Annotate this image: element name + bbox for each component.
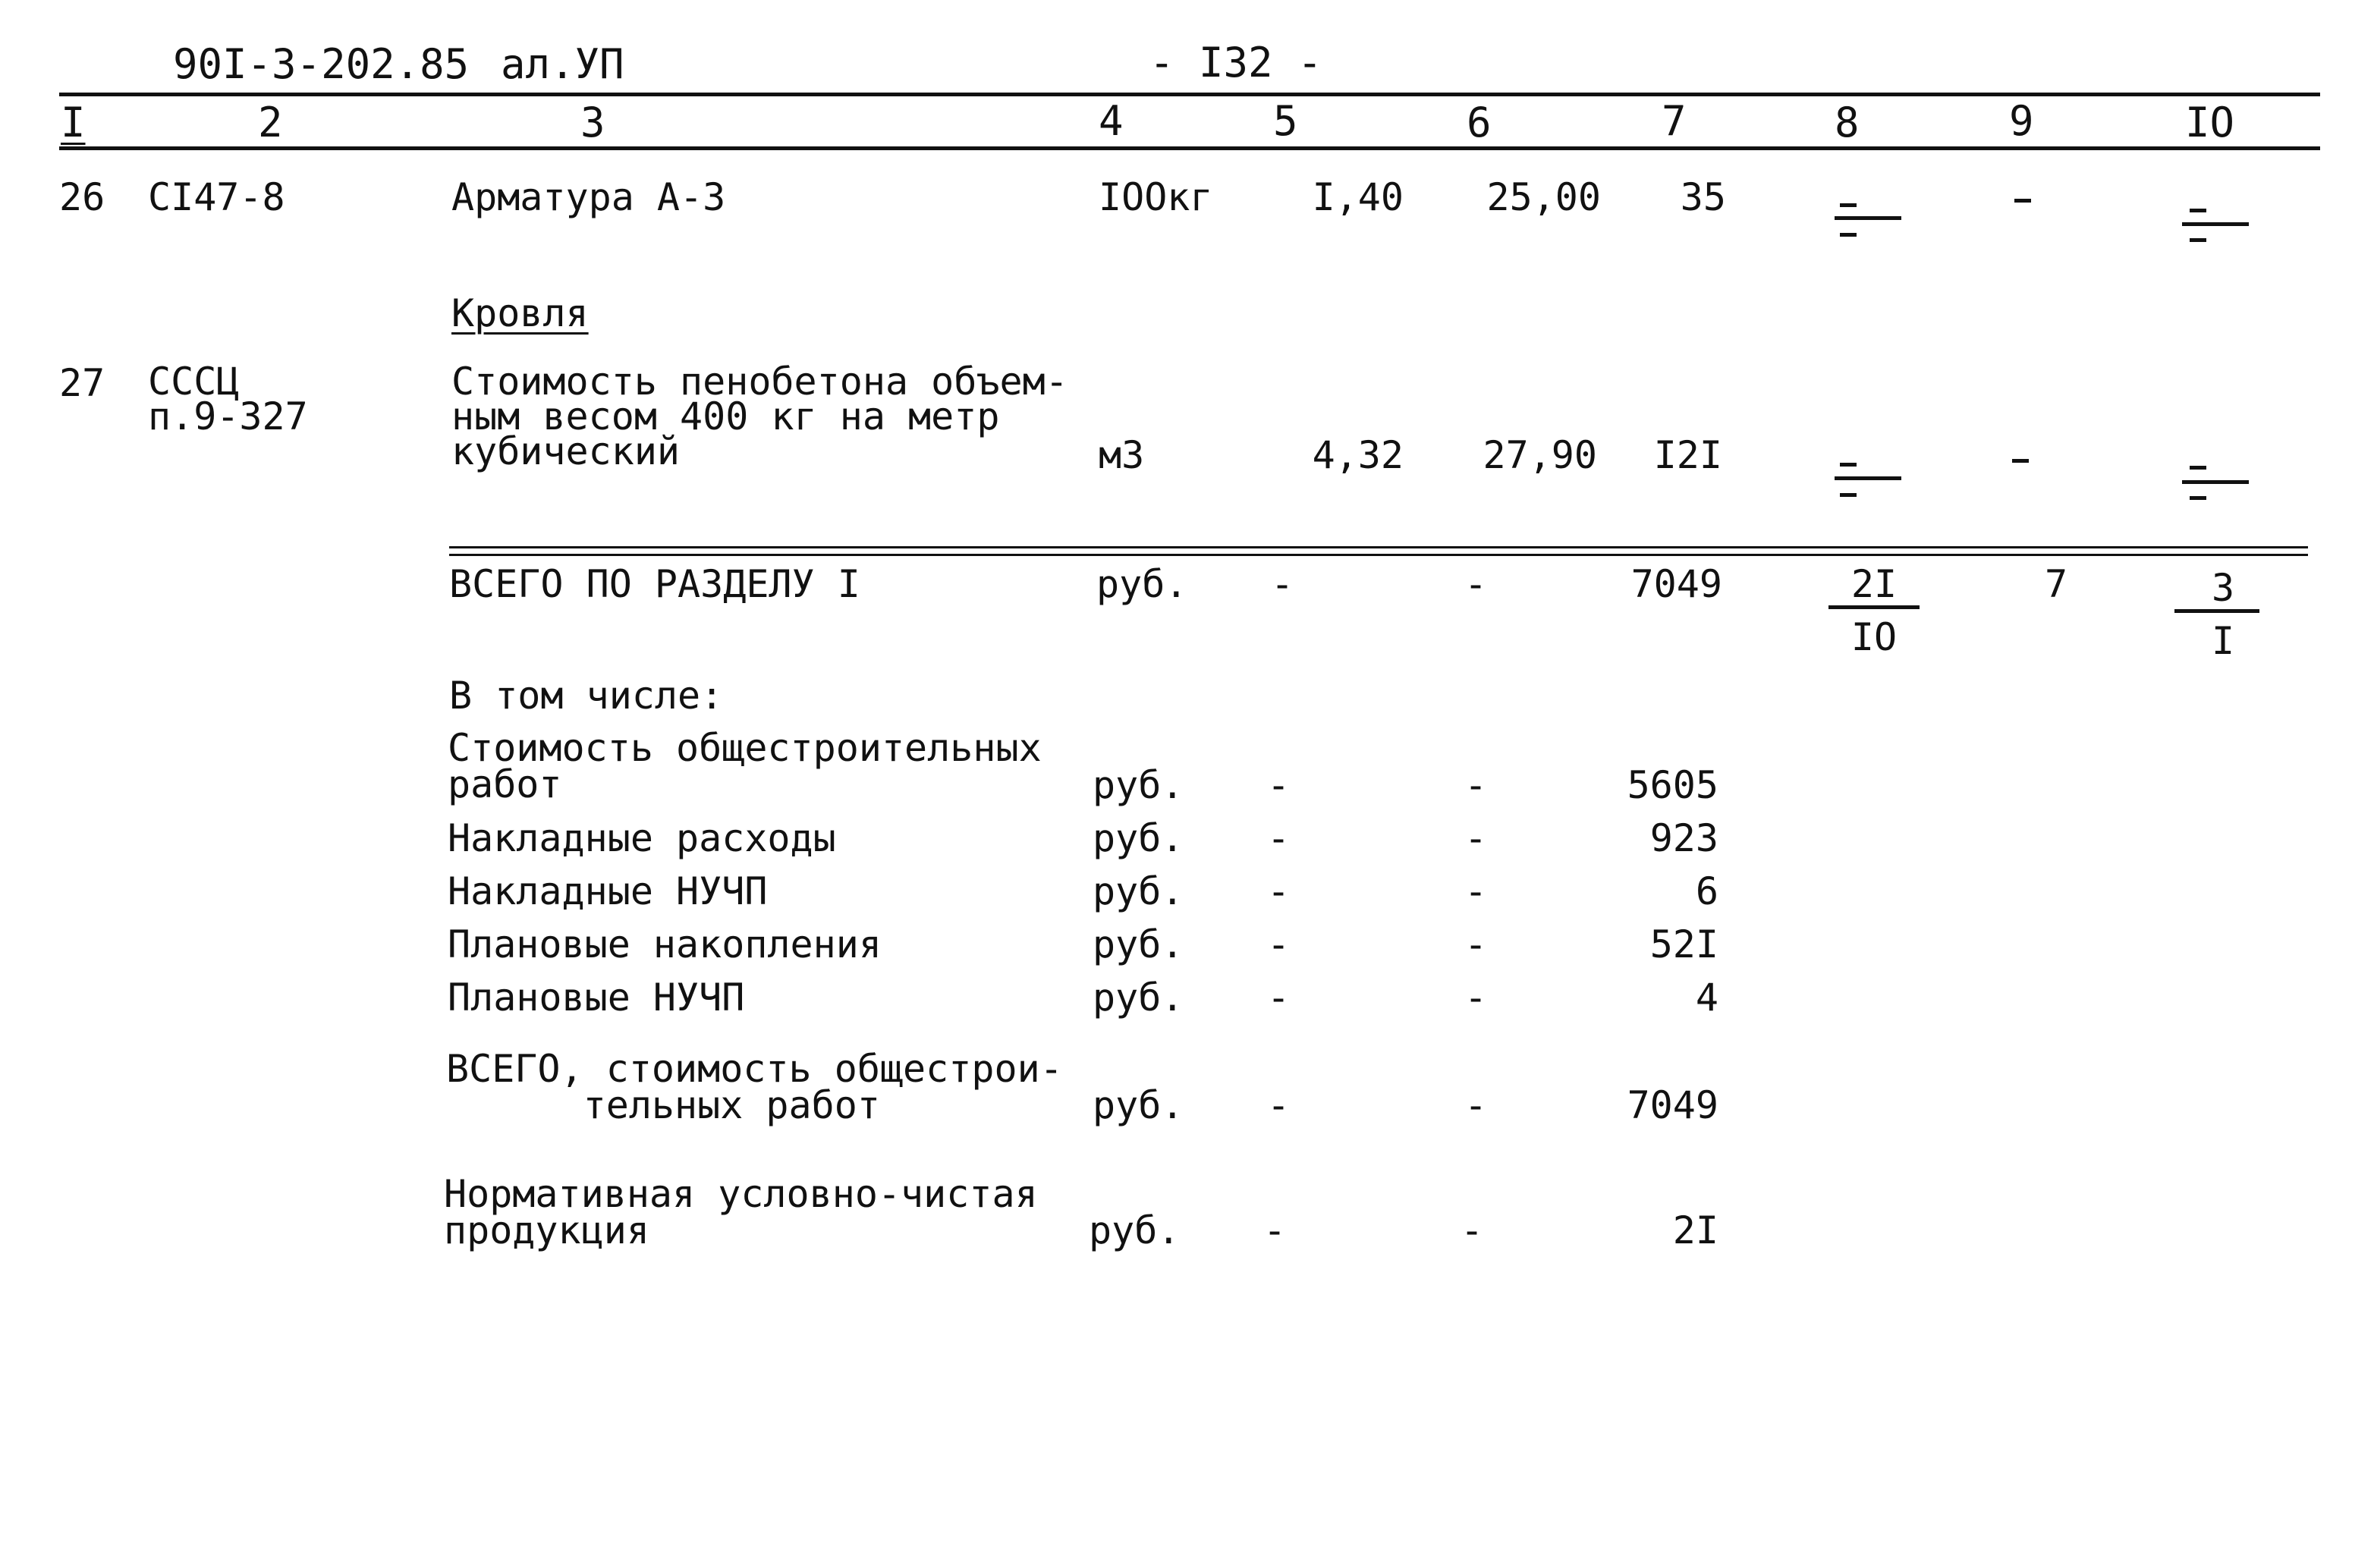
row-unit-price: 27,90 bbox=[1483, 433, 1597, 477]
breakdown-quantity: - bbox=[1263, 1208, 1287, 1252]
breakdown-total: 6 bbox=[1695, 869, 1718, 913]
breakdown-quantity: - bbox=[1267, 816, 1291, 860]
breakdown-total: 7049 bbox=[1627, 1083, 1718, 1127]
breakdown-unit: руб. bbox=[1093, 763, 1184, 807]
breakdown-total: 923 bbox=[1649, 816, 1718, 860]
row-number: 27 bbox=[59, 361, 105, 405]
breakdown-unit: руб. bbox=[1093, 922, 1184, 966]
breakdown-unit: руб. bbox=[1093, 1083, 1184, 1127]
col-header-5: 5 bbox=[1273, 97, 1298, 145]
header-top-rule bbox=[59, 93, 2320, 96]
doc-code: 90I-3-202.85 bbox=[173, 40, 470, 88]
breakdown-total: 5605 bbox=[1627, 763, 1718, 807]
row-total: 35 bbox=[1680, 175, 1726, 219]
breakdown-label: Стоимость общестроительных работ bbox=[448, 726, 1042, 806]
page-number: - I32 - bbox=[1149, 39, 1322, 86]
summary-unit-price: - bbox=[1464, 562, 1488, 606]
breakdown-label: Плановые накопления bbox=[448, 922, 882, 966]
breakdown-unit: руб. bbox=[1093, 976, 1184, 1020]
breakdown-unit-price: - bbox=[1464, 922, 1488, 966]
col-header-2: 2 bbox=[258, 99, 283, 146]
col-header-6: 6 bbox=[1467, 99, 1492, 146]
breakdown-unit: руб. bbox=[1089, 1208, 1181, 1252]
row-quantity: 4,32 bbox=[1312, 433, 1404, 477]
breakdown-quantity: - bbox=[1267, 1083, 1291, 1127]
col-header-8: 8 bbox=[1835, 99, 1860, 146]
breakdown-unit-price: - bbox=[1461, 1208, 1484, 1252]
summary-label: ВСЕГО ПО РАЗДЕЛУ I bbox=[449, 562, 860, 606]
summary-rule-bottom bbox=[449, 554, 2308, 556]
breakdown-unit-price: - bbox=[1464, 976, 1488, 1020]
row-description: Стоимость пенобетона объем- ным весом 400 кг на метр кубический bbox=[451, 360, 1068, 473]
row-code: СССЦ п.9-327 bbox=[148, 360, 308, 438]
breakdown-unit-price: - bbox=[1464, 763, 1488, 807]
breakdown-label: ВСЕГО, стоимость общестрои- тельных работ bbox=[446, 1047, 1063, 1127]
breakdown-unit: руб. bbox=[1093, 869, 1184, 913]
row-col9-dash bbox=[2014, 199, 2031, 203]
col-header-3: 3 bbox=[580, 99, 605, 146]
breakdown-label: Нормативная условно-чистая продукция bbox=[444, 1172, 1038, 1252]
col-header-4: 4 bbox=[1099, 97, 1124, 145]
breakdown-label: Накладные НУЧП bbox=[448, 869, 768, 913]
summary-unit: руб. bbox=[1096, 562, 1188, 606]
breakdown-quantity: - bbox=[1267, 976, 1291, 1020]
header-bottom-rule bbox=[59, 146, 2320, 150]
breakdown-total: 2I bbox=[1672, 1208, 1718, 1252]
row-unit-price: 25,00 bbox=[1486, 175, 1601, 219]
summary-col10-denominator: I bbox=[2211, 619, 2235, 663]
breakdown-label: Накладные расходы bbox=[448, 816, 836, 860]
breakdown-quantity: - bbox=[1267, 763, 1291, 807]
row-unit: IOOкг bbox=[1099, 175, 1213, 219]
summary-total: 7049 bbox=[1630, 562, 1722, 606]
summary-col9: 7 bbox=[2045, 562, 2068, 606]
summary-col8-numerator: 2I bbox=[1850, 562, 1898, 606]
summary-quantity: - bbox=[1271, 562, 1294, 606]
including-label: В том числе: bbox=[449, 674, 724, 718]
breakdown-total: 4 bbox=[1695, 976, 1718, 1020]
col-header-10: IO bbox=[2185, 99, 2235, 146]
summary-col8-denominator: IO bbox=[1850, 615, 1898, 659]
row-col9-dash bbox=[2012, 459, 2029, 463]
section-heading: Кровля bbox=[451, 291, 589, 335]
breakdown-unit-price: - bbox=[1464, 1083, 1488, 1127]
col-header-9: 9 bbox=[2009, 97, 2034, 145]
row-total: I2I bbox=[1653, 433, 1722, 477]
col-header-1: I bbox=[61, 99, 86, 146]
row-description: Арматура А-3 bbox=[451, 175, 726, 219]
summary-col10-fraction-bar bbox=[2174, 609, 2259, 613]
row-unit: м3 bbox=[1099, 433, 1145, 477]
breakdown-quantity: - bbox=[1267, 922, 1291, 966]
album-label: ал.УП bbox=[501, 40, 624, 88]
row-quantity: I,40 bbox=[1312, 175, 1404, 219]
breakdown-total: 52I bbox=[1649, 922, 1718, 966]
breakdown-unit-price: - bbox=[1464, 869, 1488, 913]
breakdown-label: Плановые НУЧП bbox=[448, 976, 745, 1020]
breakdown-unit-price: - bbox=[1464, 816, 1488, 860]
col-header-7: 7 bbox=[1662, 97, 1687, 145]
breakdown-unit: руб. bbox=[1093, 816, 1184, 860]
breakdown-quantity: - bbox=[1267, 869, 1291, 913]
summary-col10-numerator: 3 bbox=[2211, 566, 2235, 610]
row-number: 26 bbox=[59, 175, 105, 219]
row-code: CI47-8 bbox=[148, 175, 285, 219]
summary-col8-fraction-bar bbox=[1828, 605, 1920, 609]
summary-rule-top bbox=[449, 546, 2308, 548]
